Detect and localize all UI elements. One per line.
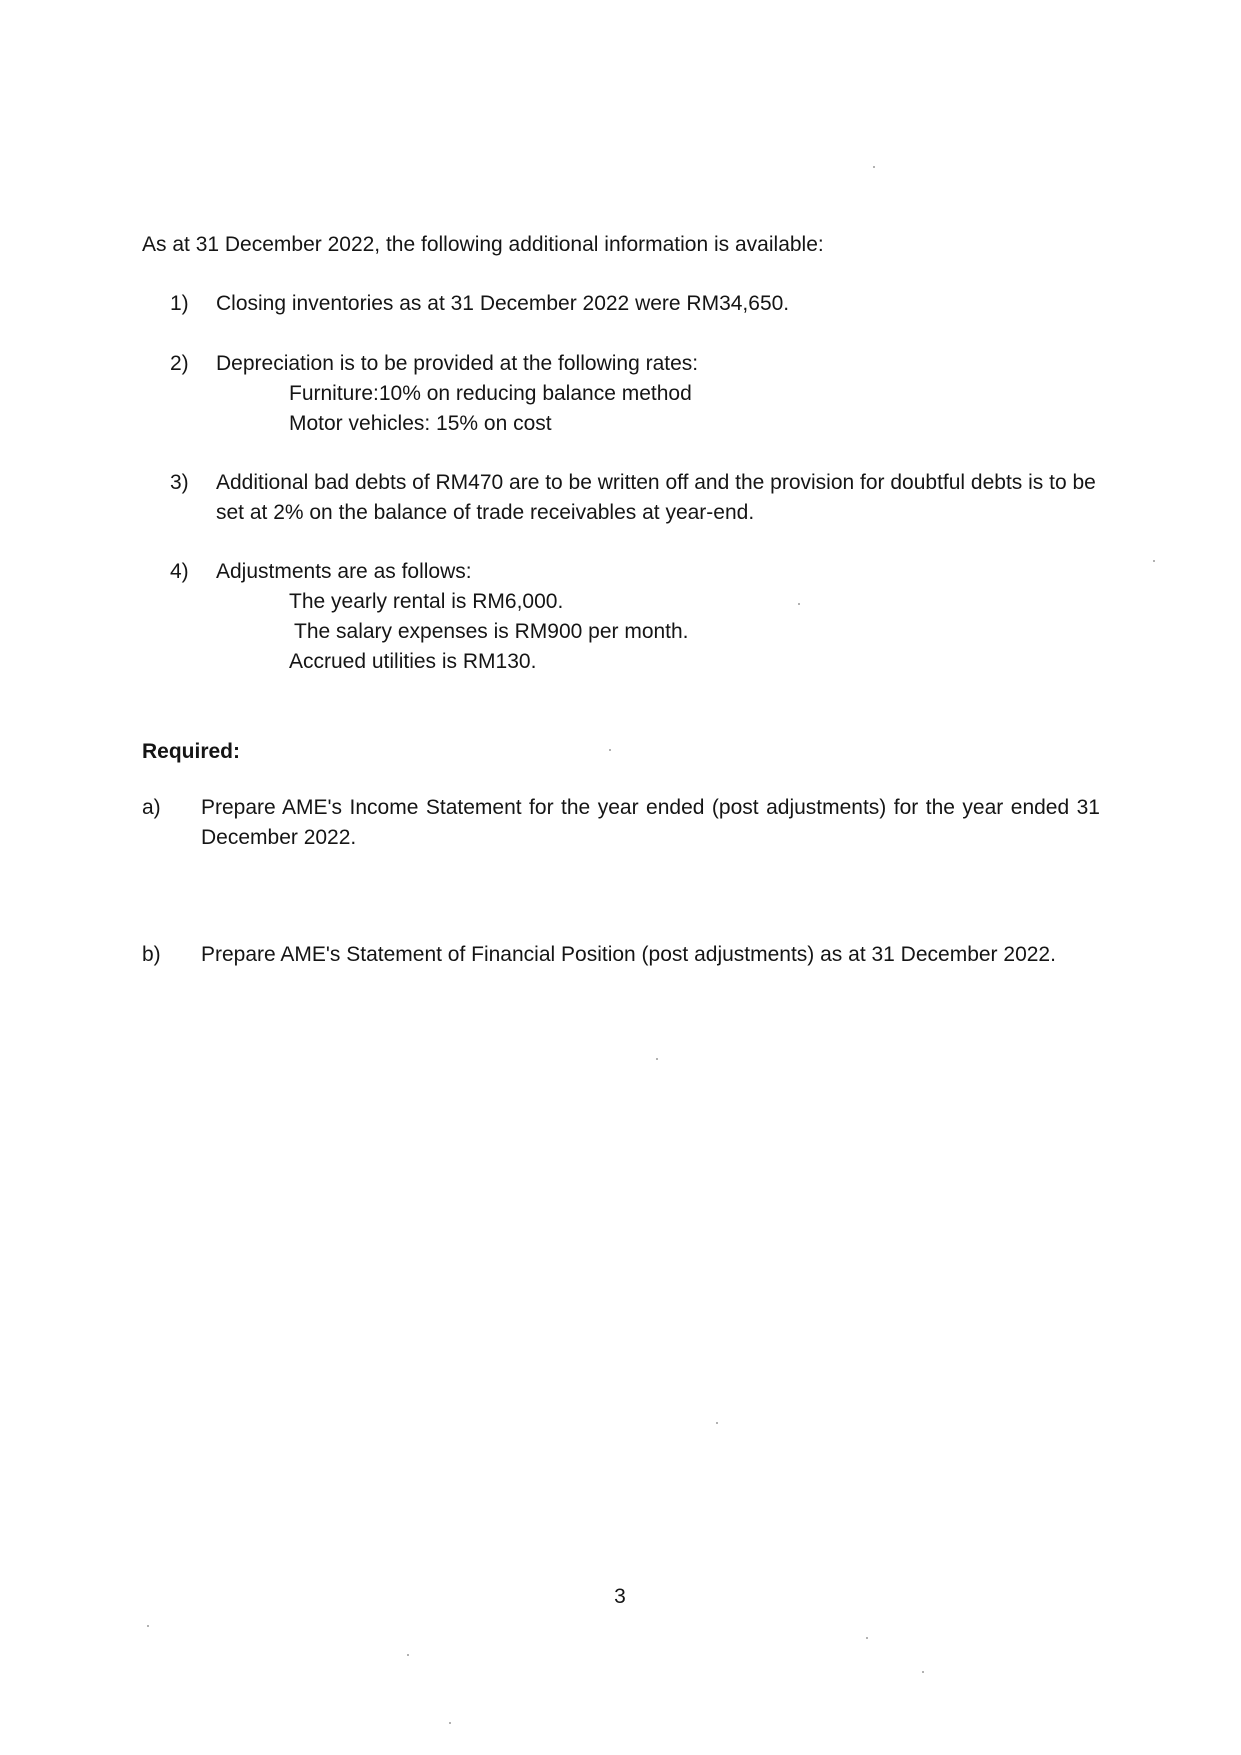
- scan-speck: [873, 166, 875, 168]
- required-letter: b): [142, 943, 161, 966]
- item-text: Adjustments are as follows:: [216, 560, 472, 583]
- required-heading: Required:: [142, 740, 241, 763]
- item-number: 3): [170, 471, 189, 494]
- required-letter: a): [142, 796, 161, 819]
- item-text: Depreciation is to be provided at the following rates:: [216, 352, 699, 375]
- scan-speck: [866, 1637, 868, 1639]
- scan-speck: [1153, 560, 1155, 562]
- scan-speck: [147, 1625, 149, 1627]
- required-text: Prepare AME's Income Statement for the year ended (post adjustments) for the year ended 31 December 2022.: [201, 796, 1100, 849]
- item-number: 4): [170, 560, 189, 583]
- scan-speck: [449, 1722, 451, 1724]
- item-text: Closing inventories as at 31 December 2022 were RM34,650.: [216, 292, 790, 315]
- depreciation-rate-line: Furniture:10% on reducing balance method: [289, 382, 692, 405]
- scan-speck: [798, 603, 800, 605]
- scan-speck: [407, 1654, 409, 1656]
- adjustment-line: The yearly rental is RM6,000.: [289, 590, 564, 613]
- scan-speck: [922, 1671, 924, 1673]
- item-number: 2): [170, 352, 189, 375]
- adjustment-line: Accrued utilities is RM130.: [289, 650, 537, 673]
- required-text: Prepare AME's Statement of Financial Position (post adjustments) as at 31 December 2022.: [201, 943, 1056, 966]
- scan-speck: [609, 749, 611, 751]
- scan-speck: [716, 1422, 718, 1424]
- depreciation-rate-line: Motor vehicles: 15% on cost: [289, 412, 552, 435]
- item-text: Additional bad debts of RM470 are to be written off and the provision for doubtful debts is to be set at 2% on the balance of trade receivables at year-end.: [216, 471, 1096, 524]
- intro-text: As at 31 December 2022, the following additional information is available:: [142, 233, 824, 256]
- scan-speck: [656, 1058, 658, 1060]
- page-number: 3: [614, 1585, 626, 1608]
- adjustment-line: The salary expenses is RM900 per month.: [294, 620, 689, 643]
- item-number: 1): [170, 292, 189, 315]
